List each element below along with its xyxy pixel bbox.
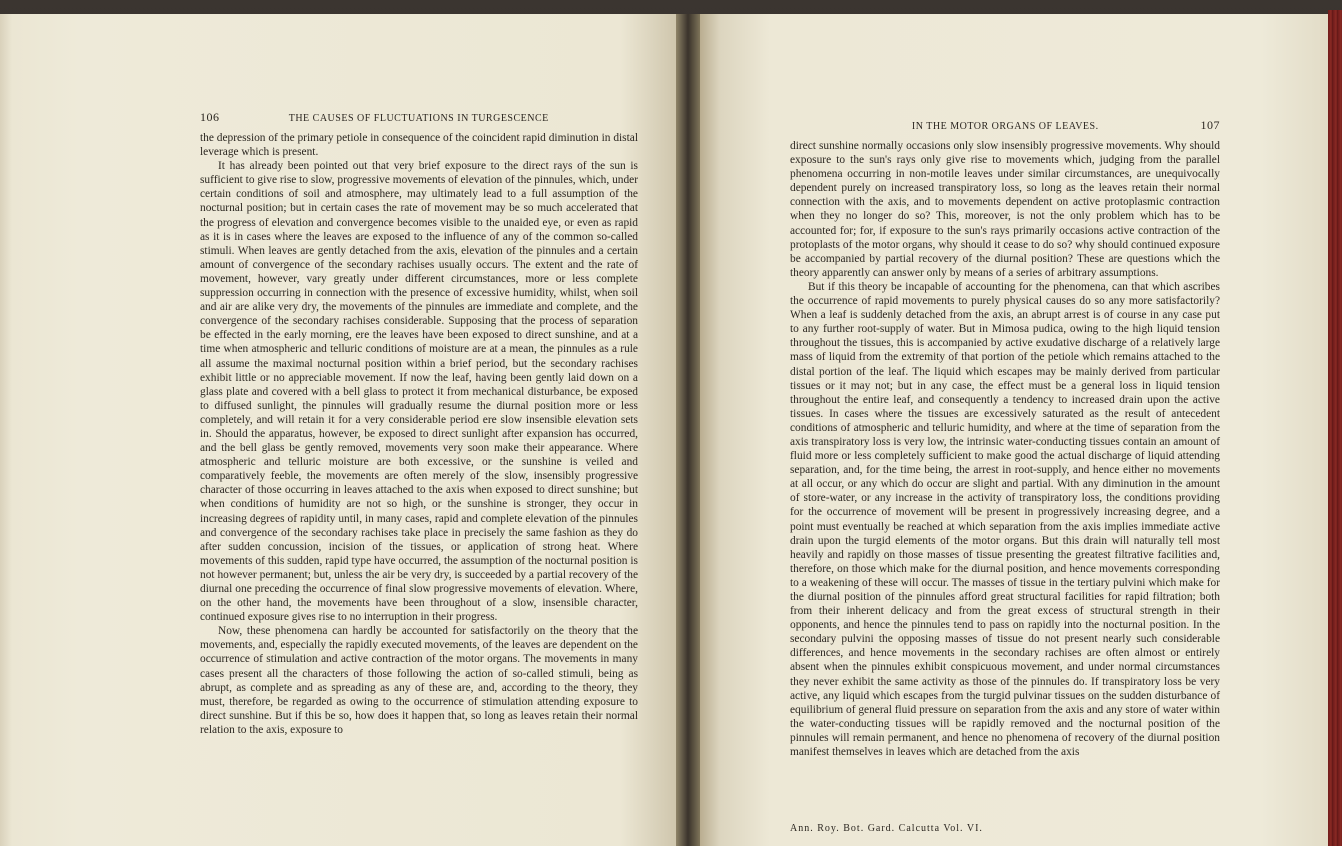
right-page-number: 107 bbox=[1200, 118, 1220, 132]
left-page-number: 106 bbox=[200, 110, 220, 124]
left-running-head: THE CAUSES OF FLUCTUATIONS IN TURGESCENCE bbox=[288, 113, 549, 124]
right-running-head: IN THE MOTOR ORGANS OF LEAVES. bbox=[911, 121, 1099, 132]
paragraph: the depression of the primary petiole in consequence of the coincident rapid diminution in distal leverage which is present. bbox=[200, 132, 638, 159]
paragraph: Now, these phenomena can hardly be accounted for satisfactorily on the theory that the movements, and, especially the rapidly executed movements, of the leaves are dependent on the occurrence of stimulation and active contraction of the motor organs. The movements in many cases present all the characters of those following the action of so-called stimuli, being as abrupt, as complete and as spreading as any of these are, and, according to the theory, they must, therefore, be regarded as owing to the occurrence of stimulation attending exposure to direct sunshine. But if this be so, how does it happen that, so long as leaves retain their normal relation to the axis, exposure to bbox=[200, 625, 638, 736]
right-page-body bbox=[790, 139, 1220, 759]
book-gutter bbox=[676, 14, 700, 846]
paragraph: direct sunshine normally occasions only slow insensibly progressive movements. Why should exposure to the sun's rays only give rise to movements which, judging from the parallel phenomena occurring in non-motile leaves under similar circumstances, are unequivocally dependent purely on increased transpiratory loss, so long as the leaves retain their normal connection with the axis, and to movements dependent on active protoplasmic contraction when they no longer do so? This, moreover, is not the only problem which has to be accounted for; for, if exposure to the sun's rays primarily occasions active contraction of the protoplasts of the motor organs, why should it cease to do so? why should continued exposure be accompanied by partial recovery of the diurnal position? These are questions which the theory apparently can answer only by means of a series of arbitrary assumptions. bbox=[790, 140, 1220, 279]
page-footer: Ann. Roy. Bot. Gard. Calcutta Vol. VI. bbox=[790, 823, 983, 834]
left-page bbox=[0, 14, 676, 846]
right-page-header bbox=[790, 118, 1220, 133]
paragraph: It has already been pointed out that very brief exposure to the direct rays of the sun is sufficient to give rise to slow, progressive movements of elevation of the pinnules, which, under certain conditions of soil and atmosphere, may ultimately lead to a full assumption of the nocturnal position; but in certain cases the rate of movement may be so much accelerated that the progress of elevation and convergence becomes visible to the unaided eye, or even as rapid as it is in cases where the leaves are exposed to the influence of any of the common so-called stimuli. When leaves are gently detached from the axis, elevation of the pinnules and a certain amount of convergence of the secondary rachises usually occurs. The extent and the rate of movement, however, vary greatly under different circumstances, more or less complete suppression occurring in connection with the presence of excessive humidity, whilst, when soil and air are alike very dry, the movements of the pinnules are immediate and complete, and the convergence of the secondary rachises considerable. Supposing that the process of separation be effected in the early morning, ere the leaves have been exposed to direct sunshine, and at a time when atmospheric and telluric conditions of moisture are at a mean, the pinnules as a rule all assume the maximal nocturnal position within a brief period, but the secondary rachises exhibit little or no appreciable movement. If now the leaf, having been gently laid down on a glass plate and covered with a bell glass to protect it from mechanical disturbance, be exposed to diffused sunlight, the pinnules will gradually resume the diurnal position more or less completely, and will retain it for a very considerable period ere slow insensible elevation sets in. Should the apparatus, however, be exposed to direct sunlight after expansion has occurred, and the bell glass be gently removed, movements very soon make their appearance. Where atmospheric and telluric moisture are both excessive, or the sunshine is veiled and comparatively feeble, the movements are often merely of the slow, insensibly progressive character of those occurring in leaves attached to the axis when exposed to direct sunshine; but when conditions of humidity are not so high, or the sunshine is stronger, they occur in increasing degrees of rapidity until, in many cases, rapid and complete elevation of the pinnules and convergence of the secondary rachises take place in precisely the same fashion as they do after sudden concussion, incision of the tissues, or application of strong heat. Where movements of this sudden, rapid type have occurred, the assumption of the nocturnal position is not however permanent; but, unless the air be very dry, is succeeded by a partial recovery of the diurnal one preceding the occurrence of final slow progressive movements of elevation. Where, on the other hand, the movements have been throughout of a slow, insensible character, continued exposure gives rise to no interruption in their progress. bbox=[200, 160, 638, 624]
paragraph: But if this theory be incapable of accounting for the phenomena, can that which ascribes the occurrence of rapid movements to purely physical causes do so any more satisfactorily? When a leaf is suddenly detached from the axis, an abrupt arrest is of course in any case put to any further root-supply of water. But in Mimosa pudica, owing to the high liquid tension throughout the tissues, this is accompanied by active exudative discharge of a relatively large mass of liquid from the extremity of that portion of the petiole which remains attached to the distal portion of the leaf. The liquid which escapes may be mainly derived from particular tissues or it may not; but in any case, the effect must be a general loss in liquid tension throughout the entire leaf, and consequently a tendency to increased drain upon the active tissues. In cases where the tissues are excessively saturated as the result of antecedent conditions of atmospheric and telluric humidity, and where at the time of separation from the axis transpiratory loss is very low, the intrinsic water-conducting tissues contain an amount of fluid more or less completely sufficient to make good the actual discharge of liquid attending separation, and, for the time being, the arrest in root-supply, and hence either no movements at all occur, or any which do occur are slight and partial. With any diminution in the amount of store-water, or any increase in the activity of transpiratory loss, the conditions providing for the occurrence of movement will be present in progressively increasing degree, and a point must eventually be reached at which separation from the axis implies immediate active drain upon the turgid elements of the motor organs. But this drain will naturally tell most heavily and rapidly on those masses of tissue presenting the greatest filtrative facilities and, therefore, on those which make for the diurnal position, and hence movements corresponding to a weakening of these will occur. The masses of tissue in the tertiary pulvini which make for the diurnal position of the pinnules afford great structural facilities for rapid filtration; both from their inherent delicacy and from the great excess of structural strength in their opponents, and hence the pinnules tend to pass on rapidly into the nocturnal position. In the secondary pulvini the opposing masses of tissue do not present nearly such considerable differences, and hence movements in the secondary rachises are often almost or entirely absent when the pinnules exhibit conspicuous movement, and under normal circumstances they never exhibit the same activity as those of the pinnules do. If transpiratory loss be very active, any liquid which escapes from the turgid pulvinar tissues on the sudden disturbance of equilibrium of general fluid pressure on separation from the axis and any store of water within the water-conducting tissues will be rapidly removed and the nocturnal position of the pinnules will remain permanent, and hence no phenomena of recovery of the diurnal position manifest themselves in leaves which are detached from the axis bbox=[790, 280, 1220, 759]
left-page-body bbox=[200, 131, 638, 737]
left-page-header bbox=[200, 110, 638, 125]
book-cover-edge bbox=[1328, 10, 1342, 846]
right-page bbox=[700, 14, 1328, 846]
